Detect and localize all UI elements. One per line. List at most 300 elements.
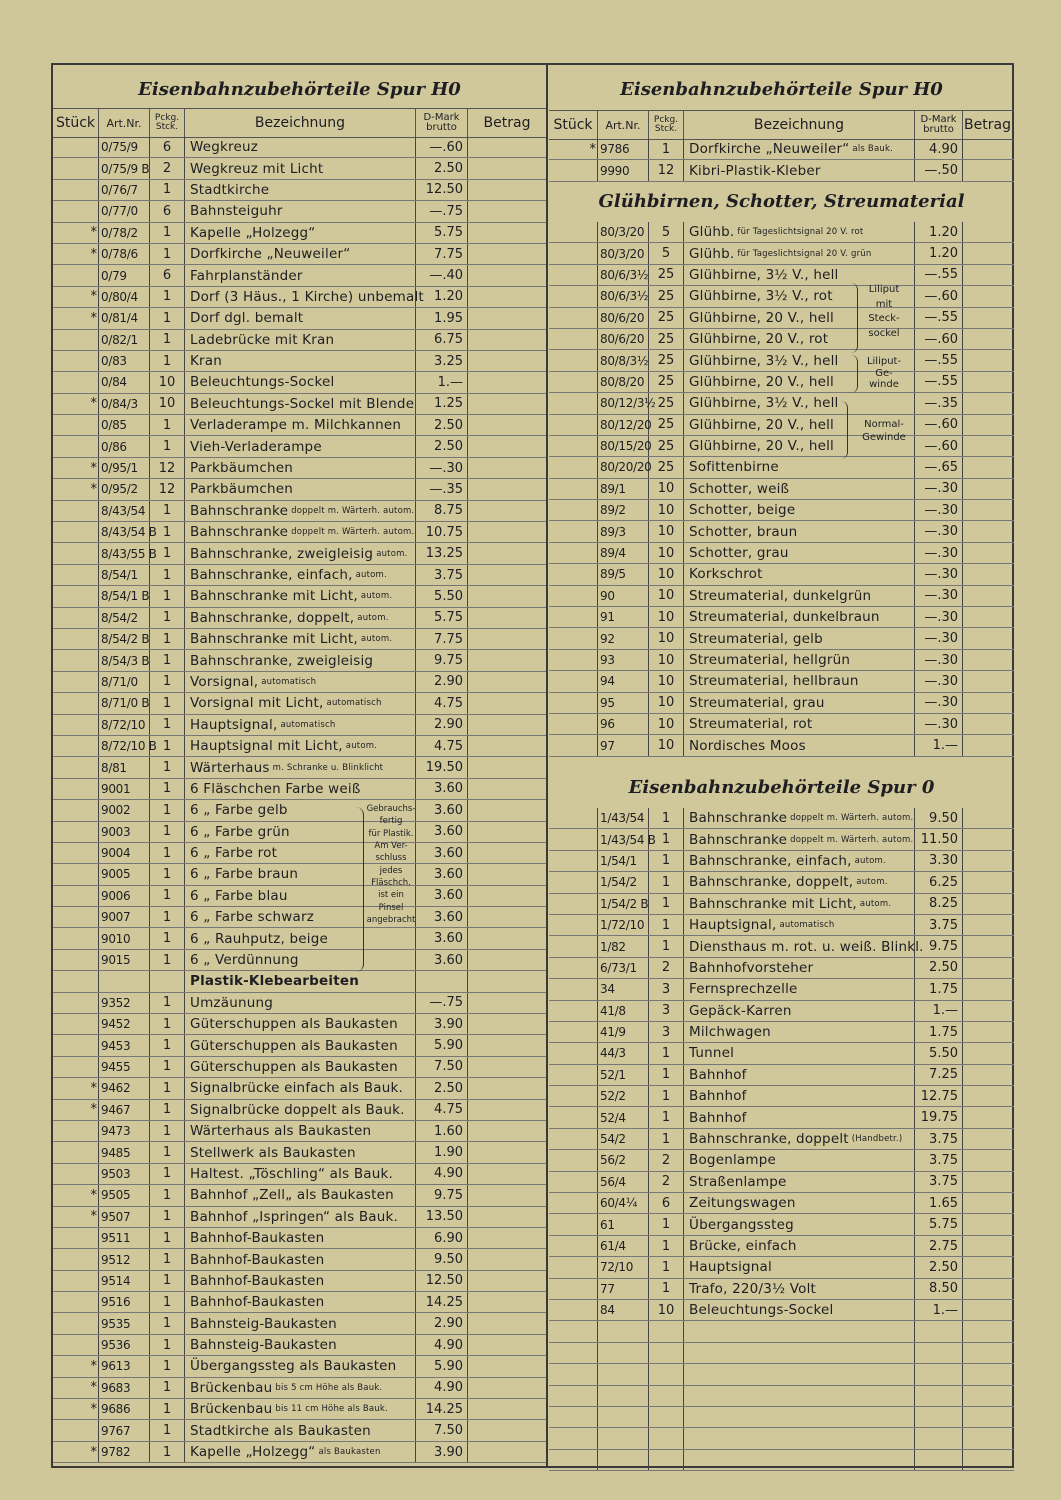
- right-table-header: [549, 110, 1014, 140]
- item-description: [185, 223, 416, 243]
- betrag-cell: [963, 329, 1012, 349]
- betrag-cell: [963, 936, 1012, 956]
- item-description: [185, 1335, 416, 1355]
- item-description: [684, 1257, 915, 1277]
- description-text: 6 „ Farbe braun: [190, 866, 299, 883]
- description-text: Streumaterial, grau: [689, 694, 825, 711]
- description-text: Dorfkirche „Neuweiler“: [689, 141, 850, 158]
- package-count: 1: [649, 1065, 684, 1085]
- item-description: [185, 287, 424, 307]
- item-description: [684, 1129, 915, 1149]
- description-text: Wärterhaus: [190, 759, 270, 776]
- header-bezeichnung: [185, 109, 416, 137]
- betrag-cell: [963, 808, 1012, 828]
- article-number: 54/2: [598, 1129, 649, 1149]
- price: —.60: [915, 329, 963, 349]
- price: 3.30: [915, 851, 963, 871]
- price: —.30: [915, 693, 963, 713]
- article-number: 9452: [99, 1014, 150, 1034]
- item-description: [684, 671, 915, 691]
- stueck-cell: [549, 265, 598, 285]
- description-text: Trafo, 220/3½ Volt: [689, 1280, 817, 1297]
- price: 1.90: [416, 1142, 468, 1162]
- item-description: [185, 330, 416, 350]
- description-text: Bahnschranke, einfach,: [190, 567, 353, 583]
- item-description: [684, 1364, 915, 1384]
- note-liliput-line: Steck-: [868, 313, 900, 324]
- table-row: [53, 265, 546, 286]
- article-number: 91: [598, 607, 649, 627]
- betrag-cell: [963, 564, 1012, 584]
- item-description: [684, 936, 924, 956]
- table-row: [549, 650, 1014, 671]
- package-count: 1: [649, 1043, 684, 1063]
- table-row: [53, 415, 546, 436]
- item-description: [185, 672, 416, 692]
- article-number: [598, 1428, 649, 1448]
- stueck-cell: [53, 158, 99, 178]
- table-row: [549, 1214, 1014, 1235]
- article-number: 52/1: [598, 1065, 649, 1085]
- article-number: 0/95/2: [99, 479, 150, 499]
- note-farbe-line: angebracht: [366, 914, 416, 925]
- article-number: 8/43/55 B: [99, 543, 150, 563]
- betrag-cell: [963, 607, 1012, 627]
- article-number: 89/1: [598, 479, 649, 499]
- description-text: Parkbäumchen: [190, 481, 293, 498]
- betrag-cell: [963, 243, 1012, 263]
- note-farbe-line: ist ein: [378, 890, 404, 901]
- price: 2.50: [915, 1257, 963, 1277]
- package-count: [649, 1343, 684, 1363]
- table-row: [549, 350, 1014, 371]
- price: 5.50: [915, 1043, 963, 1063]
- item-description: [185, 993, 416, 1013]
- stueck-cell: [549, 1065, 598, 1085]
- stueck-cell: [549, 286, 598, 306]
- stueck-cell: [549, 1107, 598, 1127]
- note-normal-line: Normal-: [864, 419, 904, 430]
- article-number: 9990: [598, 160, 649, 180]
- description-text: Verladerampe m. Milchkannen: [190, 417, 402, 434]
- right-table-body-b: [549, 222, 1014, 757]
- article-number: 61: [598, 1214, 649, 1234]
- stueck-cell: [549, 1257, 598, 1277]
- item-description: [185, 1356, 416, 1376]
- table-row: [549, 436, 1014, 457]
- betrag-cell: [963, 1450, 1012, 1470]
- price: 3.60: [416, 864, 468, 884]
- stueck-cell: [53, 565, 99, 585]
- price: 2.50: [416, 436, 468, 456]
- description-text: Bahnhof: [689, 1066, 747, 1083]
- table-row: [53, 650, 546, 671]
- stueck-cell: [53, 180, 99, 200]
- price: —.35: [915, 393, 963, 413]
- stueck-cell: [53, 522, 99, 542]
- betrag-cell: [963, 543, 1012, 563]
- item-description: [185, 693, 416, 713]
- item-description: [185, 1420, 416, 1440]
- description-note: autom.: [360, 591, 393, 602]
- stueck-cell: [549, 894, 598, 914]
- table-row: [53, 1078, 546, 1099]
- description-note: autom.: [360, 634, 393, 645]
- note-farbe-line: jedes: [379, 865, 403, 876]
- package-count: 1: [649, 872, 684, 892]
- package-count: 3: [649, 979, 684, 999]
- price: [915, 1450, 963, 1470]
- price: 3.60: [416, 822, 468, 842]
- price: 1.95: [416, 308, 468, 328]
- price: 3.60: [416, 800, 468, 820]
- stueck-cell: *: [53, 1399, 99, 1419]
- left-section-title: Eisenbahnzubehörteile Spur H0: [138, 79, 461, 100]
- stueck-cell: [549, 350, 598, 370]
- stueck-cell: [549, 521, 598, 541]
- table-row: [53, 1185, 546, 1206]
- article-number: 0/86: [99, 436, 150, 456]
- description-text: Dorf (3 Häus., 1 Kirche) unbemalt: [190, 288, 424, 305]
- header-dmark: [416, 109, 468, 137]
- betrag-cell: [468, 351, 546, 371]
- price: 1.20: [416, 287, 468, 307]
- price: —.30: [915, 650, 963, 670]
- description-text: 6 „ Verdünnung: [190, 952, 299, 969]
- description-text: Glühbirne, 20 V., rot: [689, 331, 829, 348]
- article-number: 8/71/0: [99, 672, 150, 692]
- stueck-cell: [549, 650, 598, 670]
- package-count: 1: [150, 180, 185, 200]
- table-row: [549, 693, 1014, 714]
- table-row: [549, 1022, 1014, 1043]
- header-artnr-text: Art.Nr.: [106, 116, 142, 130]
- betrag-cell: [468, 287, 546, 307]
- header-dmark-text: D-Mark: [920, 114, 957, 125]
- description-text: Vieh-Verladerampe: [190, 438, 322, 455]
- price: 3.60: [416, 907, 468, 927]
- betrag-cell: [468, 822, 546, 842]
- article-number: 89/3: [598, 521, 649, 541]
- price: —.30: [915, 521, 963, 541]
- article-number: 80/3/20: [598, 243, 649, 263]
- description-text: 6 „ Farbe rot: [190, 845, 278, 862]
- table-row: [549, 915, 1014, 936]
- betrag-cell: [468, 394, 546, 414]
- item-description: [684, 1172, 915, 1192]
- price: 4.90: [416, 1164, 468, 1184]
- description-text: Bahnschranke, einfach,: [689, 852, 852, 869]
- betrag-cell: [468, 1207, 546, 1227]
- stueck-cell: [53, 736, 99, 756]
- price: —.55: [915, 350, 963, 370]
- description-text: 6 „ Farbe schwarz: [190, 909, 315, 926]
- package-count: 1: [150, 928, 185, 948]
- table-row: [549, 607, 1014, 628]
- description-text: Vorsignal,: [190, 673, 259, 690]
- header-artnr: [598, 111, 649, 139]
- article-number: 8/72/10: [99, 715, 150, 735]
- note-farbe-line: Pinsel: [378, 902, 404, 913]
- package-count: [150, 971, 185, 991]
- article-number: 1/43/54 B: [598, 829, 649, 849]
- package-count: 1: [649, 1236, 684, 1256]
- item-description: [185, 715, 416, 735]
- note-gewinde-line: Liliput-: [866, 356, 902, 367]
- description-text: Sofittenbirne: [689, 459, 779, 476]
- item-description: [684, 393, 915, 413]
- table-row: [53, 522, 546, 543]
- description-text: Glühbirne, 20 V., hell: [689, 438, 835, 455]
- article-number: 9485: [99, 1142, 150, 1162]
- package-count: 1: [150, 1100, 185, 1120]
- package-count: 10: [150, 372, 185, 392]
- table-row: [549, 1279, 1014, 1300]
- price: 8.75: [416, 501, 468, 521]
- article-number: 80/3/20: [598, 222, 649, 242]
- description-text: Bahnhof: [689, 1088, 747, 1105]
- stueck-cell: [549, 1364, 598, 1384]
- note-farbe-line: für Plastik.: [368, 828, 414, 839]
- description-text: Gepäck-Karren: [689, 1002, 792, 1019]
- article-number: 8/72/10 B: [99, 736, 150, 756]
- package-count: 1: [150, 1442, 185, 1462]
- description-text: Bahnsteig-Baukasten: [190, 1337, 337, 1354]
- package-count: 25: [649, 286, 684, 306]
- item-description: [684, 1193, 915, 1213]
- stueck-cell: *: [53, 1100, 99, 1120]
- stueck-cell: [53, 822, 99, 842]
- stueck-cell: [549, 457, 598, 477]
- package-count: 12: [150, 479, 185, 499]
- header-stueck: [549, 111, 598, 139]
- price: 2.90: [416, 1313, 468, 1333]
- price: 12.50: [416, 1271, 468, 1291]
- description-text: Stadtkirche: [190, 181, 270, 198]
- right-section-title: Eisenbahnzubehörteile Spur H0: [620, 79, 943, 100]
- article-number: 80/6/3½: [598, 286, 649, 306]
- price: 1.20: [915, 222, 963, 242]
- item-description: [185, 1164, 416, 1184]
- description-text: Tunnel: [689, 1045, 735, 1062]
- description-note: autom.: [854, 855, 886, 866]
- note-farbe-line: Gebrauchs-: [366, 804, 416, 814]
- stueck-cell: *: [53, 1185, 99, 1205]
- package-count: 1: [150, 715, 185, 735]
- header-pckg-text: Stck.: [654, 124, 678, 134]
- package-count: 1: [150, 1356, 185, 1376]
- article-number: 9005: [99, 864, 150, 884]
- stueck-cell: [549, 479, 598, 499]
- description-text: Wärterhaus als Baukasten: [190, 1123, 372, 1140]
- stueck-cell: [549, 308, 598, 328]
- item-description: [185, 1228, 416, 1248]
- stueck-cell: [549, 1343, 598, 1363]
- article-number: 9512: [99, 1249, 150, 1269]
- item-description: [185, 1378, 416, 1398]
- description-text: Bahnschranke mit Licht,: [190, 631, 358, 648]
- price: 3.25: [416, 351, 468, 371]
- description-text: Bahnsteig-Baukasten: [190, 1315, 337, 1332]
- stueck-cell: [53, 543, 99, 563]
- description-text: Nordisches Moos: [689, 737, 806, 754]
- table-row: [53, 372, 546, 393]
- table-row: [53, 1164, 546, 1185]
- article-number: 8/54/1 B: [99, 586, 150, 606]
- package-count: 25: [649, 436, 684, 456]
- betrag-cell: [468, 372, 546, 392]
- article-number: 9007: [99, 907, 150, 927]
- price: 9.75: [416, 1185, 468, 1205]
- package-count: 1: [150, 1420, 185, 1440]
- description-text: Streumaterial, gelb: [689, 630, 823, 647]
- betrag-cell: [468, 1057, 546, 1077]
- description-note: autom.: [856, 877, 888, 888]
- article-number: 89/5: [598, 564, 649, 584]
- price: 7.50: [416, 1420, 468, 1440]
- price: 5.75: [416, 608, 468, 628]
- stueck-cell: [53, 1271, 99, 1291]
- betrag-cell: [963, 1343, 1012, 1363]
- table-row: [53, 800, 546, 821]
- article-number: 89/4: [598, 543, 649, 563]
- article-number: 9536: [99, 1335, 150, 1355]
- betrag-cell: [963, 222, 1012, 242]
- article-number: 9686: [99, 1399, 150, 1419]
- betrag-cell: [468, 1442, 546, 1462]
- table-row: [53, 565, 546, 586]
- table-row: [53, 971, 546, 992]
- package-count: 10: [649, 650, 684, 670]
- betrag-cell: [963, 650, 1012, 670]
- betrag-cell: [468, 1185, 546, 1205]
- betrag-cell: [963, 714, 1012, 734]
- stueck-cell: [549, 693, 598, 713]
- price: 2.50: [416, 158, 468, 178]
- article-number: 0/80/4: [99, 287, 150, 307]
- betrag-cell: [963, 1407, 1012, 1427]
- price: —.65: [915, 457, 963, 477]
- table-row: [53, 1207, 546, 1228]
- description-text: Bahnhof-Baukasten: [190, 1272, 325, 1289]
- stueck-cell: [53, 372, 99, 392]
- table-row: [549, 308, 1014, 329]
- betrag-cell: [468, 479, 546, 499]
- package-count: 1: [150, 522, 185, 542]
- stueck-cell: [53, 608, 99, 628]
- description-text: Bahnhofvorsteher: [689, 959, 814, 976]
- package-count: 1: [150, 415, 185, 435]
- price: 3.60: [416, 886, 468, 906]
- stueck-cell: [549, 607, 598, 627]
- betrag-cell: [963, 1043, 1012, 1063]
- betrag-cell: [963, 350, 1012, 370]
- package-count: 1: [150, 223, 185, 243]
- stueck-cell: [549, 243, 598, 263]
- stueck-cell: [549, 393, 598, 413]
- betrag-cell: [468, 1292, 546, 1312]
- item-description: [185, 1442, 416, 1462]
- left-table-header: [53, 108, 546, 138]
- article-number: 89/2: [598, 500, 649, 520]
- description-text: 6 Fläschchen Farbe weiß: [190, 780, 361, 797]
- description-text: Glühbirne, 20 V., hell: [689, 373, 835, 390]
- table-row: [53, 629, 546, 650]
- price: [416, 971, 468, 991]
- price: —.30: [915, 714, 963, 734]
- description-text: Glühbirne, 3½ V., hell: [689, 352, 839, 369]
- betrag-cell: [468, 1378, 546, 1398]
- betrag-cell: [963, 586, 1012, 606]
- betrag-cell: [468, 864, 546, 884]
- item-description: [185, 479, 416, 499]
- package-count: 1: [150, 1078, 185, 1098]
- description-text: Bahnhof-Baukasten: [190, 1294, 325, 1311]
- betrag-cell: [963, 1364, 1012, 1384]
- betrag-cell: [468, 137, 546, 157]
- table-row: [549, 1321, 1014, 1342]
- item-description: [185, 565, 416, 585]
- price: 13.25: [416, 543, 468, 563]
- article-number: 80/8/3½: [598, 350, 649, 370]
- price: 1.—: [416, 372, 468, 392]
- table-row: [549, 160, 1014, 181]
- item-description: [185, 394, 416, 414]
- article-number: 0/95/1: [99, 458, 150, 478]
- table-row: [53, 1335, 546, 1356]
- table-row: [549, 1450, 1014, 1471]
- description-text: Brückenbau: [190, 1401, 273, 1418]
- header-pckg-text: Pckg.: [154, 113, 180, 123]
- description-note: autom.: [859, 898, 892, 909]
- package-count: 5: [649, 243, 684, 263]
- article-number: 8/54/1: [99, 565, 150, 585]
- package-count: 25: [649, 372, 684, 392]
- note-normal-line: Gewinde: [862, 432, 906, 443]
- package-count: 1: [150, 800, 185, 820]
- item-description: [185, 1014, 416, 1034]
- item-description: [185, 1271, 416, 1291]
- stueck-cell: *: [53, 308, 99, 328]
- price: 2.90: [416, 672, 468, 692]
- price: 8.50: [915, 1279, 963, 1299]
- article-number: 9535: [99, 1313, 150, 1333]
- betrag-cell: [468, 522, 546, 542]
- item-description: [684, 1086, 915, 1106]
- betrag-cell: [963, 1172, 1012, 1192]
- description-text: Haltest. „Töschling“ als Bauk.: [190, 1165, 394, 1182]
- item-description: [684, 829, 915, 849]
- article-number: 52/4: [598, 1107, 649, 1127]
- description-text: Hauptsignal,: [190, 716, 278, 733]
- table-row: [549, 457, 1014, 478]
- price: 14.25: [416, 1292, 468, 1312]
- package-count: 12: [649, 160, 684, 180]
- description-note: für Tageslichtsignal 20 V. rot: [737, 227, 864, 238]
- table-row: [549, 1428, 1014, 1449]
- right-table-body-a: [549, 139, 1014, 182]
- stueck-cell: [53, 715, 99, 735]
- article-number: 1/54/1: [598, 851, 649, 871]
- description-text: Schotter, weiß: [689, 480, 790, 497]
- description-text: Übergangssteg als Baukasten: [190, 1358, 397, 1375]
- betrag-cell: [468, 736, 546, 756]
- betrag-cell: [468, 1164, 546, 1184]
- price: 3.90: [416, 1014, 468, 1034]
- article-number: 41/9: [598, 1022, 649, 1042]
- betrag-cell: [963, 628, 1012, 648]
- price: 7.75: [416, 629, 468, 649]
